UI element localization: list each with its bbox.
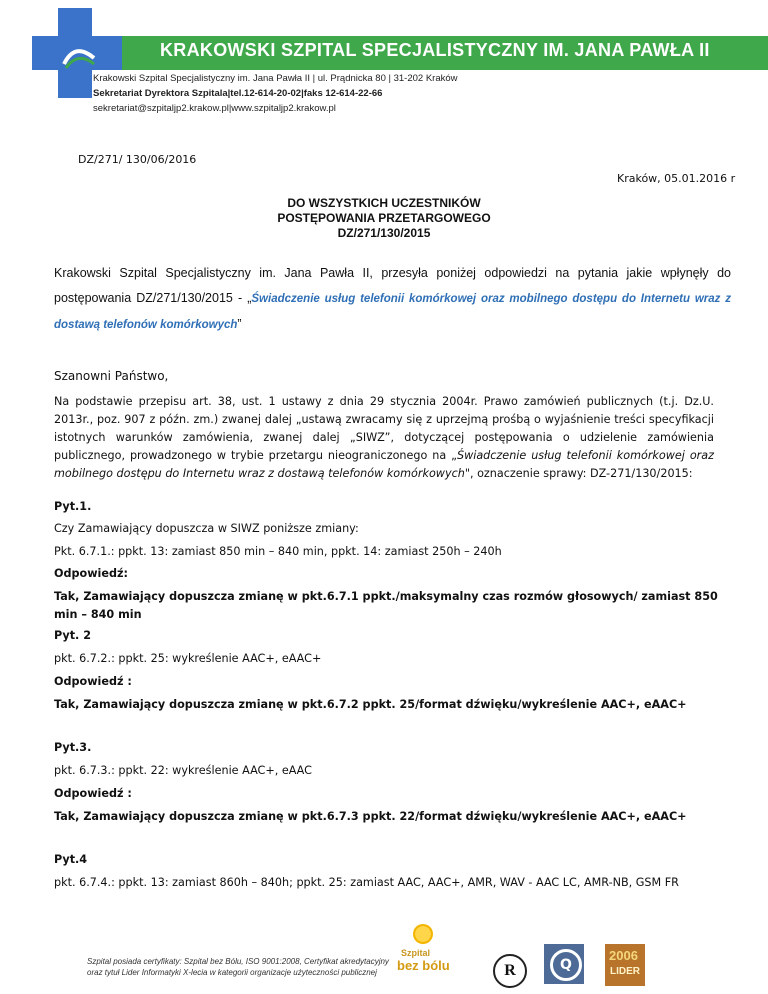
letter-date: Kraków, 05.01.2016 r xyxy=(617,172,736,185)
sbb-logo-big-text: bez bólu xyxy=(397,958,450,973)
logo-wave-icon xyxy=(62,42,96,70)
question-2-text: pkt. 6.7.2.: ppkt. 25: wykreślenie AAC+, eAAC+ xyxy=(54,652,322,665)
answer-1-label: Odpowiedź: xyxy=(54,567,128,580)
answer-1-text: Tak, Zamawiający dopuszcza zmianę w pkt.6.7.1 ppkt./maksymalny czas rozmów głosowych/ zamiast 850 min – 840 min xyxy=(54,590,718,621)
answer-2-text: Tak, Zamawiający dopuszcza zmianę w pkt.6.7.2 ppkt. 25/format dźwięku/wykreślenie AAC+, eAAC+ xyxy=(54,698,687,711)
body-text-end: ", oznaczenie sprawy: DZ-271/130/2015: xyxy=(464,467,693,480)
footer-cert-line-2: oraz tytuł Lider Informatyki X-lecia w kategorii organizacje użyteczności publicznej xyxy=(87,968,377,977)
question-1-label: Pyt.1. xyxy=(54,500,92,513)
hospital-title: KRAKOWSKI SZPITAL SPECJALISTYCZNY IM. JANA PAWŁA II xyxy=(160,40,710,60)
body-tender-title: Świadczenie usług telefonii komórkowej oraz mobilnego dostępu do Internetu wraz z dostawą telefonów komórkowych xyxy=(54,449,714,480)
sun-icon xyxy=(413,924,433,944)
footer-certificates xyxy=(87,956,389,978)
body-paragraph xyxy=(54,393,714,483)
lider-logo-text: LIDER xyxy=(610,966,640,977)
addressee-line-2: POSTĘPOWANIA PRZETARGOWEGO xyxy=(277,211,491,225)
lider-logo-year: 2006 xyxy=(609,948,638,963)
greeting: Szanowni Państwo, xyxy=(54,369,169,383)
question-3-text: pkt. 6.7.3.: ppkt. 22: wykreślenie AAC+, eAAC xyxy=(54,764,312,777)
intro-tender-title: Świadczenie usług telefonii komórkowej oraz mobilnego dostępu do Internetu wraz z dostawą telefonów komórkowych xyxy=(54,293,731,331)
question-3-label: Pyt.3. xyxy=(54,741,92,754)
header-secretariat: Sekretariat Dyrektora Szpitala|tel.12-614-20-02|faks 12-614-22-66 xyxy=(93,88,383,99)
quality-logo-mark: Q xyxy=(550,949,582,981)
addressee-line-3: DZ/271/130/2015 xyxy=(337,226,431,240)
registered-cert-logo: R xyxy=(493,954,527,988)
answer-3-label: Odpowiedź : xyxy=(54,787,132,800)
letter-reference: DZ/271/ 130/06/2016 xyxy=(78,153,197,166)
question-2-label: Pyt. 2 xyxy=(54,629,91,642)
header-address: Krakowski Szpital Specjalistyczny im. Jana Pawła II | ul. Prądnicka 80 | 31-202 Kraków xyxy=(93,73,458,84)
answer-2-label: Odpowiedź : xyxy=(54,675,132,688)
intro-text-end: ” xyxy=(237,317,242,331)
addressee-line-1: DO WSZYSTKICH UCZESTNIKÓW xyxy=(287,196,481,210)
footer-cert-line-1: Szpital posiada certyfikaty: Szpital bez Bólu, ISO 9001:2008, Certyfikat akredytacyjny xyxy=(87,957,389,966)
sbb-logo-small-text: Szpital xyxy=(401,948,431,958)
question-4-text: pkt. 6.7.4.: ppkt. 13: zamiast 860h – 840h; ppkt. 25: zamiast AAC, AAC+, AMR, WAV - AAC LC, AMR-NB, GSM FR xyxy=(54,876,679,889)
question-1-intro: Czy Zamawiający dopuszcza w SIWZ poniższe zmiany: xyxy=(54,522,359,535)
question-1-text: Pkt. 6.7.1.: ppkt. 13: zamiast 850 min – 840 min, ppkt. 14: zamiast 250h – 240h xyxy=(54,545,502,558)
answer-3-text: Tak, Zamawiający dopuszcza zmianę w pkt.6.7.3 ppkt. 22/format dźwięku/wykreślenie AAC+, eAAC+ xyxy=(54,810,687,823)
intro-text: Krakowski Szpital Specjalistyczny im. Jana Pawła II, przesyła poniżej odpowiedzi na pytania jakie wpłynęły do postępowania DZ/271/130/2015 - „ xyxy=(54,266,731,305)
body-text: Na podstawie przepisu art. 38, ust. 1 ustawy z dnia 29 stycznia 2004r. Prawo zamówień publicznych (t.j. Dz.U. 2013r., poz. 907 z późn. zm.) zwanej dalej „ustawą zwracamy się z uprzejmą prośbą o wyjaśnienie treści specyfikacji istotnych warunków zamówienia, zwanej dalej „SIWZ”, dotyczącej postępowania o udzielenie zamówienia publicznego, prowadzonego w trybie przetargu nieograniczonego na „ xyxy=(54,395,714,462)
question-4-label: Pyt.4 xyxy=(54,853,88,866)
intro-paragraph xyxy=(54,261,731,338)
header-email: sekretariat@szpitaljp2.krakow.pl|www.szpitaljp2.krakow.pl xyxy=(93,103,336,114)
